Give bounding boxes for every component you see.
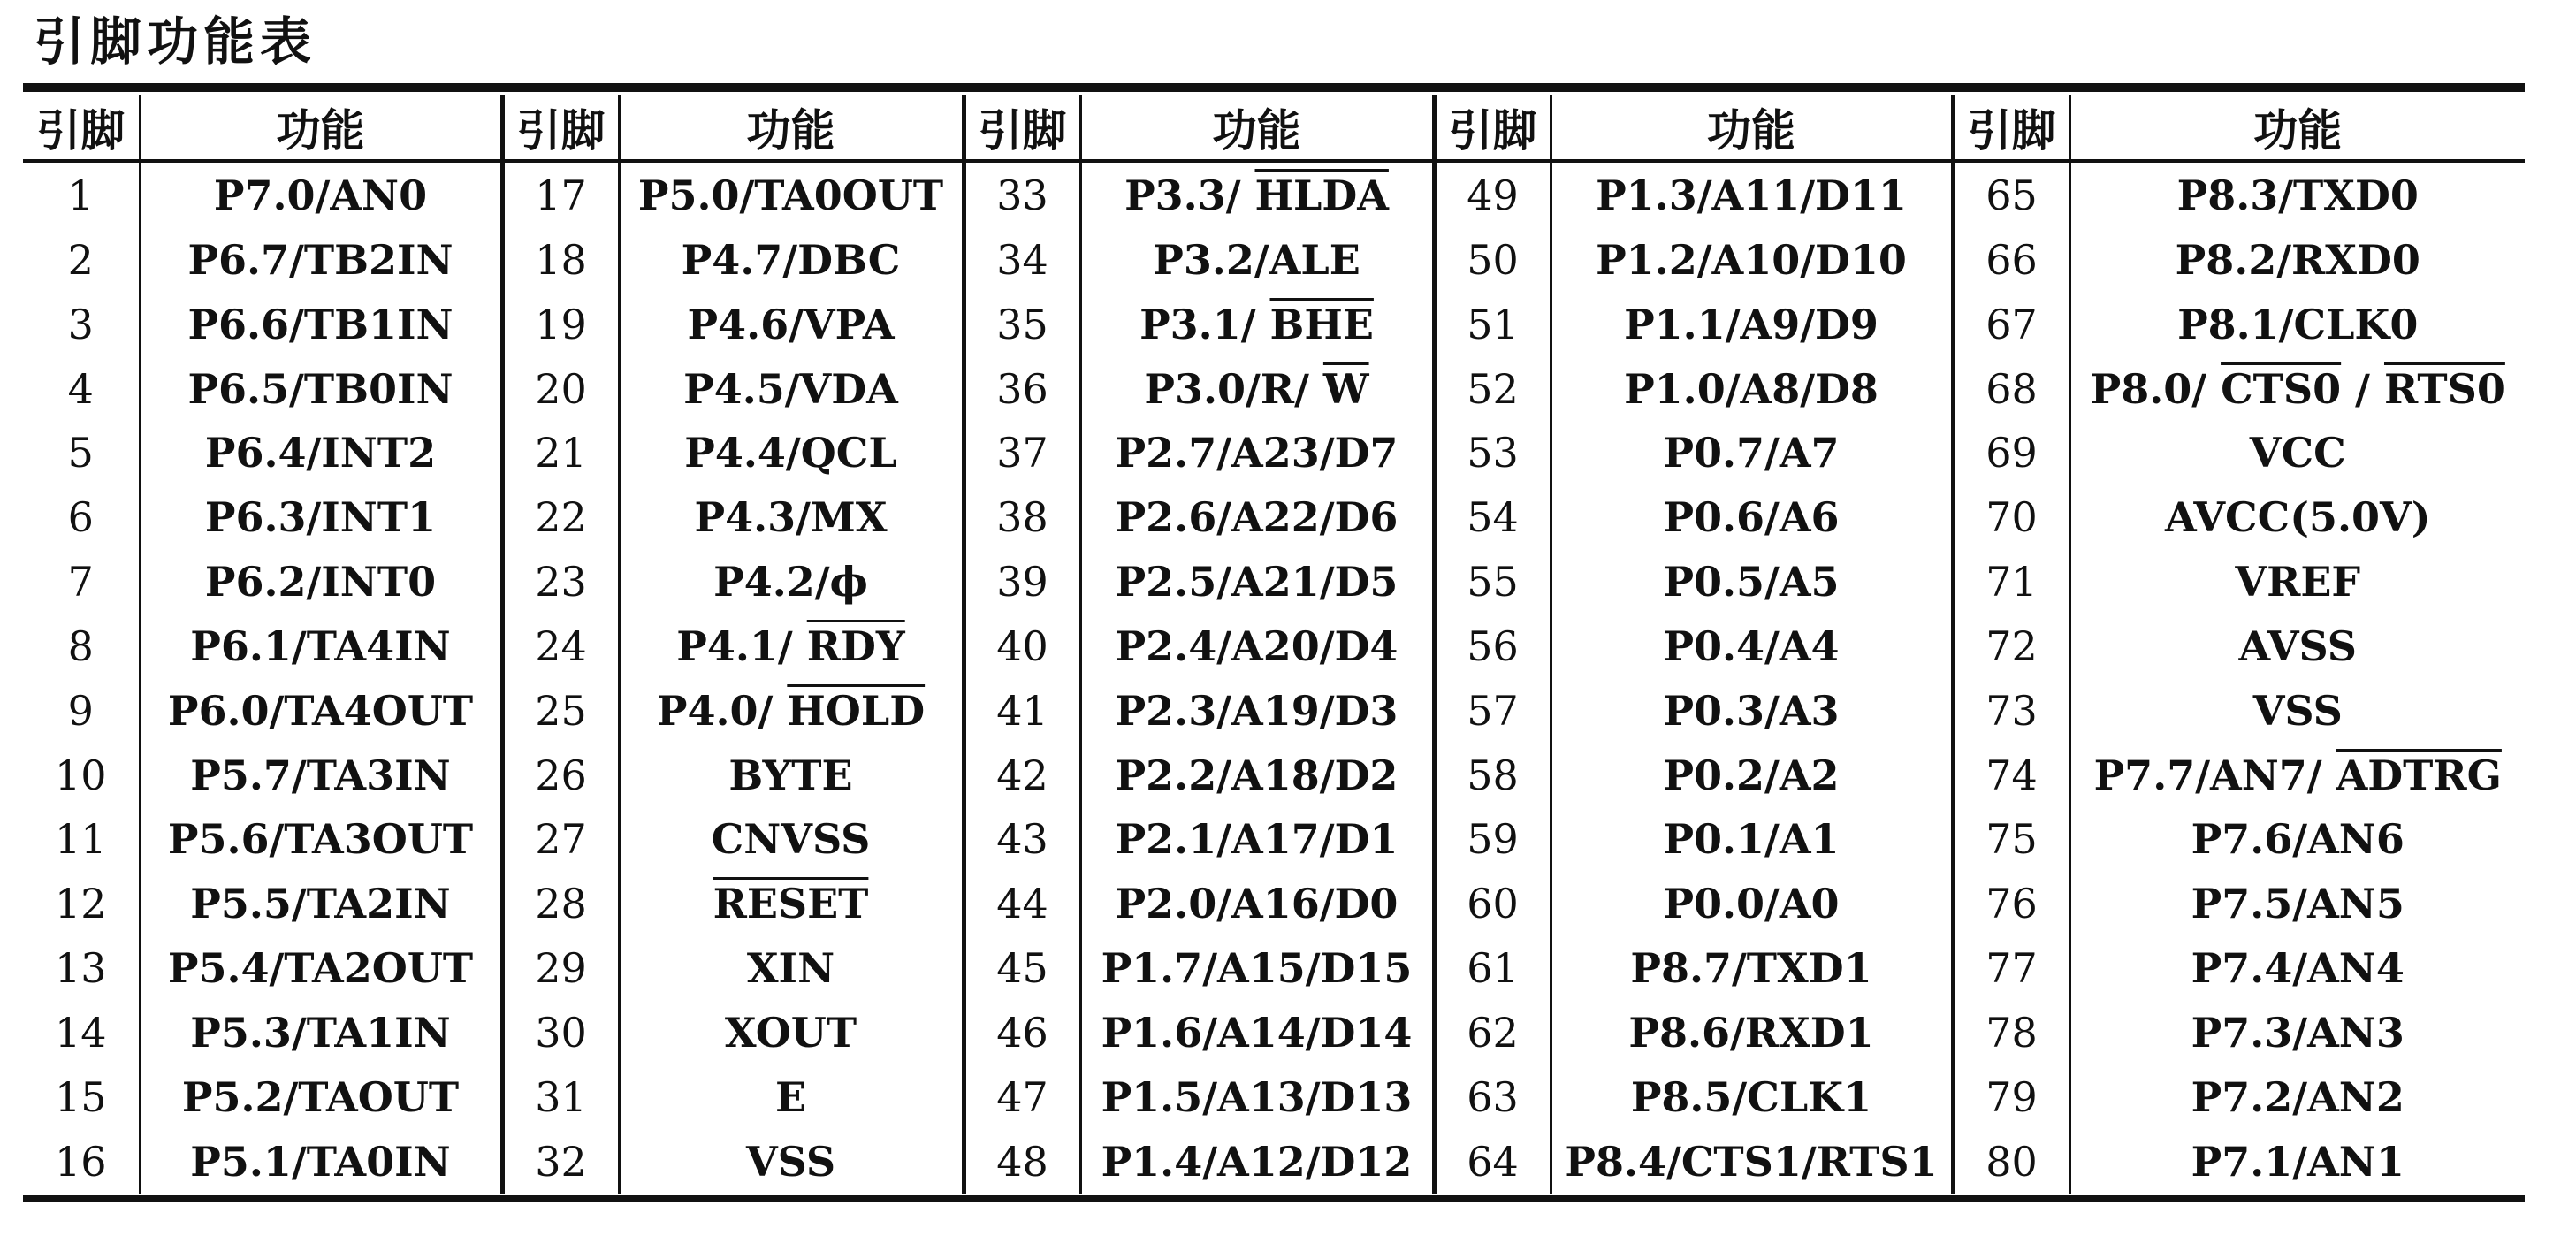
function-text: VCC <box>2249 429 2346 477</box>
pin-number: 47 <box>964 1064 1080 1129</box>
pin-number: 3 <box>23 292 140 356</box>
table-row <box>23 485 2525 550</box>
pin-function <box>140 743 502 807</box>
pin-function <box>2069 1129 2525 1194</box>
pin-function <box>1551 161 1953 228</box>
pin-number: 26 <box>502 743 619 807</box>
pin-number: 16 <box>23 1129 140 1194</box>
function-text: P4.4/QCL <box>684 429 897 477</box>
pin-number: 45 <box>964 936 1080 1001</box>
active-low-signal: RESET <box>713 880 869 928</box>
pin-number: 74 <box>1953 743 2069 807</box>
function-text: P0.0/A0 <box>1663 880 1840 928</box>
table-row <box>23 872 2525 936</box>
function-text: P2.4/A20/D4 <box>1115 622 1399 670</box>
header-pin-3: 引脚 <box>964 95 1080 161</box>
pin-number: 60 <box>1434 872 1551 936</box>
pin-function <box>1551 1129 1953 1194</box>
header-function-2: 功能 <box>619 95 964 161</box>
pin-function <box>619 1000 964 1064</box>
pin-number: 43 <box>964 807 1080 872</box>
pin-number: 41 <box>964 678 1080 743</box>
pin-number: 8 <box>23 614 140 678</box>
function-text: P2.2/A18/D2 <box>1115 751 1399 799</box>
function-text: XOUT <box>724 1008 857 1057</box>
function-text: P1.4/A12/D12 <box>1101 1137 1413 1186</box>
function-text: P3.3/ <box>1124 171 1255 219</box>
active-low-signal: $\overline{BHE}$ <box>1269 300 1374 348</box>
header-function-5: 功能 <box>2069 95 2525 161</box>
pin-function <box>2069 743 2525 807</box>
pin-function <box>1080 872 1434 936</box>
header-pin-4: 引脚 <box>1434 95 1551 161</box>
active-low-signal: RTS0 <box>2383 364 2505 413</box>
function-text: P0.5/A5 <box>1663 558 1840 607</box>
pin-function <box>2069 161 2525 228</box>
pin-function <box>1080 550 1434 614</box>
table-body <box>23 161 2525 1194</box>
pin-function <box>1551 421 1953 485</box>
function-text: VREF <box>2235 558 2361 607</box>
table-row <box>23 1129 2525 1194</box>
pin-number: 30 <box>502 1000 619 1064</box>
function-text: P5.7/TA3IN <box>190 751 451 799</box>
pin-number: 77 <box>1953 936 2069 1001</box>
pin-function <box>140 1064 502 1129</box>
pin-number: 53 <box>1434 421 1551 485</box>
pin-function <box>140 292 502 356</box>
pin-function <box>619 161 964 228</box>
pin-function <box>1080 485 1434 550</box>
pin-function <box>619 872 964 936</box>
header-function-1: 功能 <box>140 95 502 161</box>
pin-function <box>2069 228 2525 293</box>
pin-number: 24 <box>502 614 619 678</box>
function-text: P4.6/VPA <box>687 300 895 348</box>
function-text: P1.7/A15/D15 <box>1101 944 1413 993</box>
pin-function <box>140 936 502 1001</box>
function-text: P6.1/TA4IN <box>190 622 451 670</box>
active-low-signal: $\overline{W}$ <box>1322 364 1369 413</box>
pin-number: 7 <box>23 550 140 614</box>
function-text: P2.1/A17/D1 <box>1115 815 1399 864</box>
pin-function <box>1080 292 1434 356</box>
function-text: P3.1/ <box>1139 300 1270 348</box>
function-text: P2.5/A21/D5 <box>1115 558 1399 607</box>
pin-number: 32 <box>502 1129 619 1194</box>
function-text: VSS <box>745 1137 836 1186</box>
pin-function <box>2069 936 2525 1001</box>
pin-function <box>2069 550 2525 614</box>
table-row <box>23 356 2525 421</box>
pin-number: 20 <box>502 356 619 421</box>
active-low-signal: CTS0 <box>2221 364 2342 413</box>
pin-function <box>619 228 964 293</box>
function-text: P5.6/TA3OUT <box>167 815 474 864</box>
pin-number: 69 <box>1953 421 2069 485</box>
pin-function <box>1551 1000 1953 1064</box>
function-text: P7.0/AN0 <box>213 171 428 219</box>
pin-function <box>1551 356 1953 421</box>
function-text: P8.2/RXD0 <box>2175 235 2420 284</box>
function-text: P8.6/RXD1 <box>1628 1008 1874 1057</box>
pin-number: 21 <box>502 421 619 485</box>
pin-number: 48 <box>964 1129 1080 1194</box>
pin-function <box>1080 161 1434 228</box>
function-text: P0.2/A2 <box>1663 751 1840 799</box>
pin-function <box>1551 936 1953 1001</box>
pin-function <box>140 678 502 743</box>
pin-number: 38 <box>964 485 1080 550</box>
function-text: P8.3/TXD0 <box>2176 171 2419 219</box>
pin-function <box>619 614 964 678</box>
pin-function <box>2069 872 2525 936</box>
pin-function <box>1551 872 1953 936</box>
pin-function <box>140 807 502 872</box>
pin-function <box>140 1000 502 1064</box>
pin-number: 13 <box>23 936 140 1001</box>
pin-function <box>1551 743 1953 807</box>
pin-number: 58 <box>1434 743 1551 807</box>
table-row <box>23 292 2525 356</box>
pin-function <box>1080 1129 1434 1194</box>
header-pin-2: 引脚 <box>502 95 619 161</box>
function-text: P6.6/TB1IN <box>187 300 453 348</box>
pin-function <box>619 292 964 356</box>
function-text: P7.4/AN4 <box>2191 944 2405 993</box>
pin-number: 35 <box>964 292 1080 356</box>
pin-function-table <box>23 95 2525 1194</box>
pin-function <box>1080 614 1434 678</box>
function-text: VSS <box>2252 686 2343 735</box>
pin-number: 71 <box>1953 550 2069 614</box>
pin-function <box>619 936 964 1001</box>
header-function-4: 功能 <box>1551 95 1953 161</box>
pin-number: 10 <box>23 743 140 807</box>
function-text: P6.3/INT1 <box>204 493 437 542</box>
pin-function <box>1551 228 1953 293</box>
function-text: CNVSS <box>711 815 871 864</box>
function-text: P1.2/A10/D10 <box>1596 235 1907 284</box>
pin-function <box>2069 1064 2525 1129</box>
function-text: P5.1/TA0IN <box>190 1137 451 1186</box>
pin-number: 2 <box>23 228 140 293</box>
pin-number: 1 <box>23 161 140 228</box>
pin-function <box>140 550 502 614</box>
function-text: P5.0/TA0OUT <box>637 171 944 219</box>
pin-number: 56 <box>1434 614 1551 678</box>
table-row <box>23 936 2525 1001</box>
table-row <box>23 614 2525 678</box>
pin-number: 54 <box>1434 485 1551 550</box>
function-text: P5.5/TA2IN <box>190 880 451 928</box>
pin-function <box>1551 292 1953 356</box>
pin-function <box>619 807 964 872</box>
function-text: AVCC(5.0V) <box>2164 493 2431 542</box>
function-text: P3.2/ALE <box>1153 235 1360 284</box>
function-text: P6.0/TA4OUT <box>167 686 474 735</box>
function-text: P8.7/TXD1 <box>1630 944 1872 993</box>
pin-function <box>1551 550 1953 614</box>
pin-number: 57 <box>1434 678 1551 743</box>
pin-number: 15 <box>23 1064 140 1129</box>
table-row <box>23 550 2525 614</box>
pin-function <box>1551 807 1953 872</box>
table-row <box>23 1000 2525 1064</box>
table-row <box>23 421 2525 485</box>
pin-function <box>619 356 964 421</box>
pin-number: 55 <box>1434 550 1551 614</box>
pin-function <box>1080 743 1434 807</box>
pin-number: 17 <box>502 161 619 228</box>
pin-number: 62 <box>1434 1000 1551 1064</box>
pin-number: 68 <box>1953 356 2069 421</box>
pin-function <box>619 485 964 550</box>
function-text: P1.1/A9/D9 <box>1624 300 1879 348</box>
function-text: AVSS <box>2238 622 2357 670</box>
function-text: P7.5/AN5 <box>2191 880 2405 928</box>
active-low-signal: HLDA <box>1254 171 1389 219</box>
function-text: BYTE <box>728 751 853 799</box>
pin-number: 23 <box>502 550 619 614</box>
function-text: P0.3/A3 <box>1663 686 1840 735</box>
pin-number: 36 <box>964 356 1080 421</box>
function-text: P8.4/CTS1/RTS1 <box>1565 1137 1938 1186</box>
pin-number: 40 <box>964 614 1080 678</box>
function-text: P3.0/R/ <box>1144 364 1323 413</box>
function-text: XIN <box>746 944 835 993</box>
function-text: P4.3/MX <box>694 493 888 542</box>
function-text: P5.2/TAOUT <box>181 1072 460 1121</box>
pin-number: 19 <box>502 292 619 356</box>
function-text: P0.7/A7 <box>1663 429 1840 477</box>
pin-number: 49 <box>1434 161 1551 228</box>
pin-function <box>140 421 502 485</box>
function-text: P6.4/INT2 <box>204 429 437 477</box>
pin-number: 29 <box>502 936 619 1001</box>
function-text: P4.5/VDA <box>683 364 898 413</box>
pin-number: 6 <box>23 485 140 550</box>
function-text: P7.2/AN2 <box>2191 1072 2405 1121</box>
function-text: P2.6/A22/D6 <box>1115 493 1399 542</box>
function-text: P6.7/TB2IN <box>187 235 453 284</box>
active-low-signal: HOLD <box>787 686 926 735</box>
pin-function <box>619 421 964 485</box>
pin-function <box>1551 614 1953 678</box>
pin-number: 75 <box>1953 807 2069 872</box>
pin-function <box>140 228 502 293</box>
pin-function <box>1080 228 1434 293</box>
pin-function <box>1551 1064 1953 1129</box>
pin-number: 12 <box>23 872 140 936</box>
pin-function <box>1080 807 1434 872</box>
pin-number: 18 <box>502 228 619 293</box>
pin-number: 52 <box>1434 356 1551 421</box>
table-row <box>23 678 2525 743</box>
table-row <box>23 161 2525 228</box>
function-text: P4.1/ <box>676 622 807 670</box>
pin-number: 28 <box>502 872 619 936</box>
function-text: P0.1/A1 <box>1663 815 1840 864</box>
pin-function <box>1080 356 1434 421</box>
table-row <box>23 743 2525 807</box>
pin-function <box>1551 485 1953 550</box>
header-pin-5: 引脚 <box>1953 95 2069 161</box>
pin-number: 39 <box>964 550 1080 614</box>
table-row <box>23 807 2525 872</box>
bottom-rule <box>23 1195 2525 1202</box>
function-text: P4.7/DBC <box>681 235 901 284</box>
active-low-signal: $\overline{RDY}$ <box>806 622 905 670</box>
function-text: P8.0/ <box>2090 364 2222 413</box>
function-text: P6.5/TB0IN <box>187 364 453 413</box>
pin-number: 66 <box>1953 228 2069 293</box>
pin-function <box>2069 1000 2525 1064</box>
pin-number: 64 <box>1434 1129 1551 1194</box>
pin-function <box>140 161 502 228</box>
function-text: P0.6/A6 <box>1663 493 1840 542</box>
function-text: P5.4/TA2OUT <box>167 944 474 993</box>
pin-function <box>1080 678 1434 743</box>
pin-function <box>2069 421 2525 485</box>
pin-number: 25 <box>502 678 619 743</box>
pin-number: 79 <box>1953 1064 2069 1129</box>
pin-number: 22 <box>502 485 619 550</box>
function-text: P7.3/AN3 <box>2191 1008 2405 1057</box>
pin-number: 9 <box>23 678 140 743</box>
pin-number: 61 <box>1434 936 1551 1001</box>
table-row <box>23 1064 2525 1129</box>
pin-number: 4 <box>23 356 140 421</box>
function-text: P7.6/AN6 <box>2191 815 2405 864</box>
function-text: P0.4/A4 <box>1663 622 1840 670</box>
pin-number: 42 <box>964 743 1080 807</box>
function-text: P7.1/AN1 <box>2191 1137 2405 1186</box>
function-text: P8.1/CLK0 <box>2177 300 2419 348</box>
pin-function <box>619 743 964 807</box>
pin-number: 76 <box>1953 872 2069 936</box>
function-text: P8.5/CLK1 <box>1630 1072 1872 1121</box>
function-text: P2.7/A23/D7 <box>1115 429 1399 477</box>
function-text: P1.0/A8/D8 <box>1624 364 1879 413</box>
function-text: P6.2/INT0 <box>204 558 437 607</box>
pin-function <box>1080 1064 1434 1129</box>
pin-number: 46 <box>964 1000 1080 1064</box>
pin-function <box>619 1064 964 1129</box>
function-text: P2.0/A16/D0 <box>1115 880 1399 928</box>
pin-function <box>2069 614 2525 678</box>
header-function-3: 功能 <box>1080 95 1434 161</box>
pin-function <box>140 485 502 550</box>
pin-number: 34 <box>964 228 1080 293</box>
pin-number: 51 <box>1434 292 1551 356</box>
pin-number: 5 <box>23 421 140 485</box>
pin-function <box>619 1129 964 1194</box>
pin-number: 80 <box>1953 1129 2069 1194</box>
pin-number: 50 <box>1434 228 1551 293</box>
pin-function <box>1080 1000 1434 1064</box>
pin-number: 78 <box>1953 1000 2069 1064</box>
pin-number: 73 <box>1953 678 2069 743</box>
table-header-row <box>23 95 2525 161</box>
function-text: / <box>2341 364 2384 413</box>
pin-function <box>2069 807 2525 872</box>
pin-number: 44 <box>964 872 1080 936</box>
pin-function <box>2069 292 2525 356</box>
pin-function <box>1080 421 1434 485</box>
pin-function <box>2069 356 2525 421</box>
function-text: P7.7/AN7/ <box>2093 751 2336 799</box>
pin-number: 11 <box>23 807 140 872</box>
table-row <box>23 228 2525 293</box>
pin-number: 59 <box>1434 807 1551 872</box>
pin-function <box>2069 678 2525 743</box>
pin-number: 67 <box>1953 292 2069 356</box>
pin-function <box>1080 936 1434 1001</box>
pin-number: 31 <box>502 1064 619 1129</box>
pin-number: 72 <box>1953 614 2069 678</box>
pin-function <box>1551 678 1953 743</box>
function-text: P5.3/TA1IN <box>190 1008 451 1057</box>
function-text: P1.3/A11/D11 <box>1596 171 1907 219</box>
function-text: P1.5/A13/D13 <box>1101 1072 1413 1121</box>
pin-number: 37 <box>964 421 1080 485</box>
top-rule <box>23 83 2525 92</box>
pin-function <box>140 614 502 678</box>
page-title: 引脚功能表 <box>34 11 317 72</box>
pin-number: 70 <box>1953 485 2069 550</box>
pin-function <box>140 356 502 421</box>
pin-function <box>619 678 964 743</box>
pin-number: 63 <box>1434 1064 1551 1129</box>
pin-function <box>619 550 964 614</box>
pin-function <box>140 1129 502 1194</box>
active-low-signal: ADTRG <box>2336 751 2502 799</box>
pin-function <box>140 872 502 936</box>
pin-number: 14 <box>23 1000 140 1064</box>
pin-number: 33 <box>964 161 1080 228</box>
pin-number: 65 <box>1953 161 2069 228</box>
function-text: E <box>774 1072 807 1121</box>
function-text: P1.6/A14/D14 <box>1101 1008 1413 1057</box>
function-text: P4.2/ϕ <box>713 558 868 607</box>
pin-number: 27 <box>502 807 619 872</box>
function-text: P4.0/ <box>656 686 788 735</box>
function-text: P2.3/A19/D3 <box>1115 686 1399 735</box>
pin-function <box>2069 485 2525 550</box>
header-pin-1: 引脚 <box>23 95 140 161</box>
